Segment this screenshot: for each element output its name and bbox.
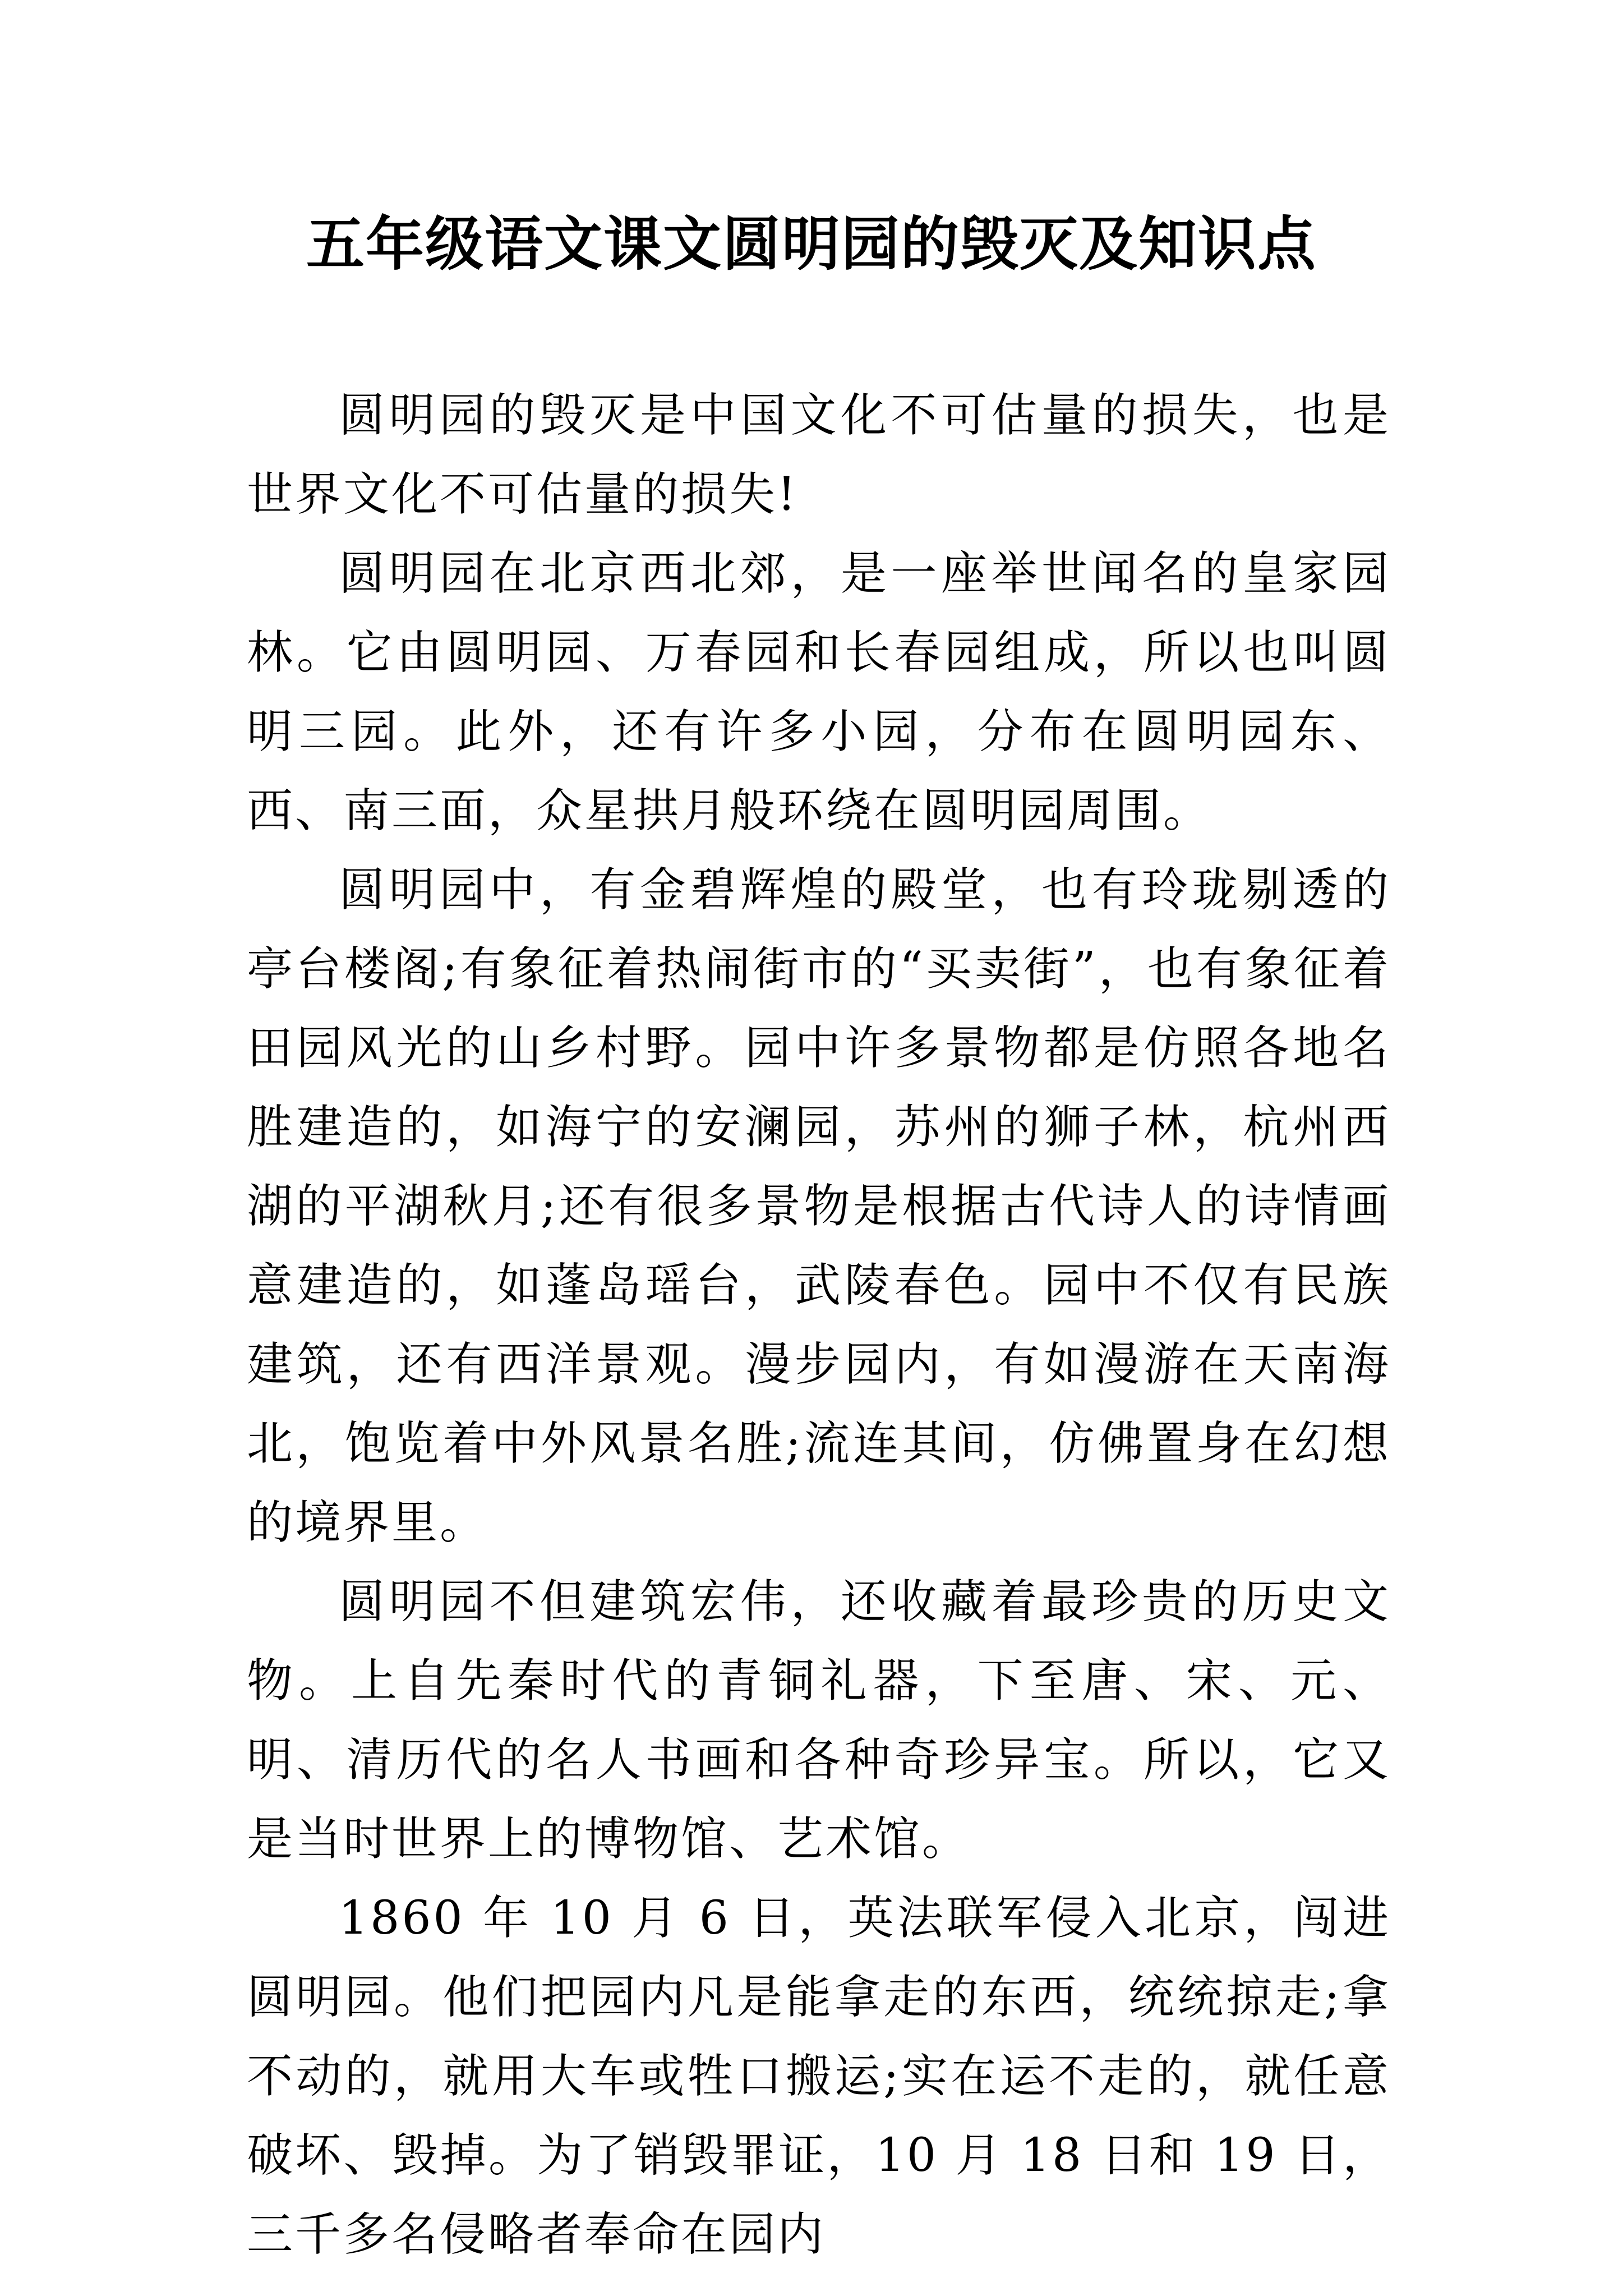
paragraph-2: 圆明园在北京西北郊，是一座举世闻名的皇家园林。它由圆明园、万春园和长春园组成，所以也叫圆明三园。此外，还有许多小园，分布在圆明园东、西、南三面，众星拱月般环绕在圆明园周围。: [247, 547, 1391, 838]
paragraph-5: 1860 年 10 月 6 日，英法联军侵入北京，闯进圆明园。他们把园内凡是能拿走的东西，统统掠走;拿不动的，就用大车或牲口搬运;实在运不走的，就任意破坏、毁掉。为了销毁罪证，10 月 18 日和 19 日，三千多名侵略者奉命在园内: [247, 1892, 1391, 2261]
paragraph-1: 圆明园的毁灭是中国文化不可估量的损失，也是世界文化不可估量的损失!: [247, 389, 1391, 521]
paragraph-3: 圆明园中，有金碧辉煌的殿堂，也有玲珑剔透的亭台楼阁;有象征着热闹街市的“买卖街”，也有象征着田园风光的山乡村野。园中许多景物都是仿照各地名胜建造的，如海宁的安澜园，苏州的狮子林，杭州西湖的平湖秋月;还有很多景物是根据古代诗人的诗情画意建造的，如蓬岛瑶台，武陵春色。园中不仅有民族建筑，还有西洋景观。漫步园内，有如漫游在天南海北，饱览着中外风景名胜;流连其间，仿佛置身在幻想的境界里。: [247, 863, 1391, 1549]
paragraph-4: 圆明园不但建筑宏伟，还收藏着最珍贵的历史文物。上自先秦时代的青铜礼器，下至唐、宋、元、明、清历代的名人书画和各种奇珍异宝。所以，它又是当时世界上的博物馆、艺术馆。: [247, 1575, 1391, 1866]
document-body: [247, 376, 1391, 2274]
document-title: 五年级语文课文圆明园的毁灭及知识点: [306, 210, 1317, 278]
